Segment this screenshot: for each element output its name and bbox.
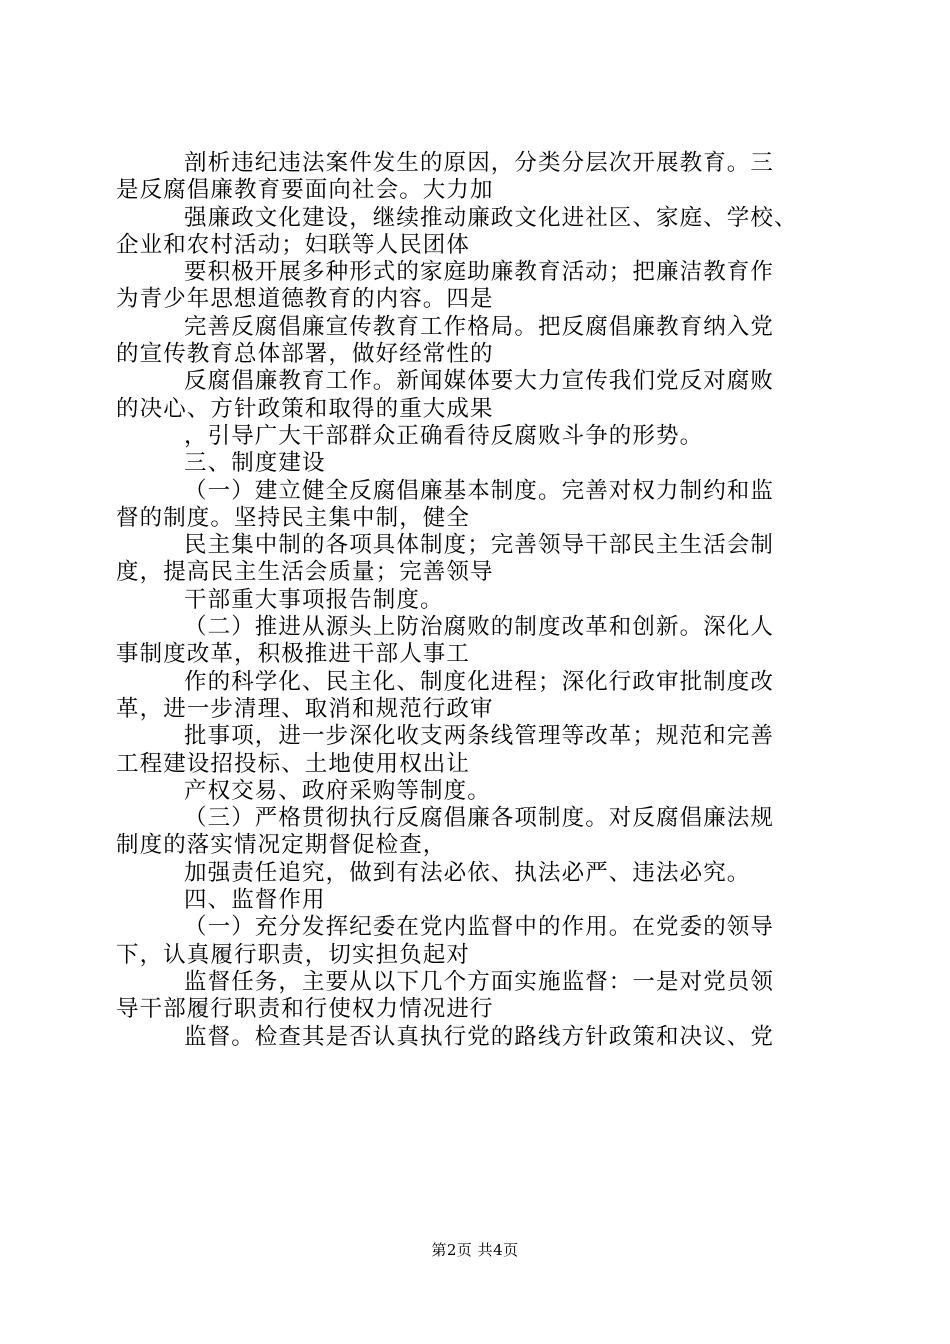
text-line: 要积极开展多种形式的家庭助廉教育活动；把廉洁教育作 bbox=[184, 259, 775, 286]
text-line: ，引导广大干部群众正确看待反腐败斗争的形势。 bbox=[184, 422, 704, 449]
text-line: 是反腐倡廉教育要面向社会。大力加 bbox=[116, 177, 494, 204]
text-line: 导干部履行职责和行使权力情况进行 bbox=[116, 996, 494, 1023]
text-line: （二）推进从源头上防治腐败的制度改革和创新。深化人 bbox=[184, 614, 775, 641]
text-line: 督的制度。坚持民主集中制，健全 bbox=[116, 504, 471, 531]
text-line: （一）充分发挥纪委在党内监督中的作用。在党委的领导 bbox=[184, 914, 775, 941]
text-line: 干部重大事项报告制度。 bbox=[184, 586, 444, 613]
text-line: 反腐倡廉教育工作。新闻媒体要大力宣传我们党反对腐败 bbox=[184, 368, 775, 395]
text-line: 民主集中制的各项具体制度；完善领导干部民主生活会制 bbox=[184, 532, 775, 559]
document-body bbox=[116, 150, 836, 1051]
page-footer bbox=[0, 1240, 950, 1260]
text-line: 监督任务，主要从以下几个方面实施监督：一是对党员领 bbox=[184, 968, 775, 995]
text-line: 完善反腐倡廉宣传教育工作格局。把反腐倡廉教育纳入党 bbox=[184, 313, 775, 340]
text-line: 度，提高民主生活会质量；完善领导 bbox=[116, 559, 494, 586]
text-line: 事制度改革，积极推进干部人事工 bbox=[116, 641, 471, 668]
text-line: 下，认真履行职责，切实担负起对 bbox=[116, 941, 471, 968]
text-line: 的决心、方针政策和取得的重大成果 bbox=[116, 395, 494, 422]
text-line: （一）建立健全反腐倡廉基本制度。完善对权力制约和监 bbox=[184, 477, 775, 504]
text-line: 工程建设招投标、土地使用权出让 bbox=[116, 750, 471, 777]
text-line: 产权交易、政府采购等制度。 bbox=[184, 777, 491, 804]
page-number: 第2页 共4页 bbox=[431, 1241, 519, 1259]
text-line: 批事项，进一步深化收支两条线管理等改革；规范和完善 bbox=[184, 723, 775, 750]
text-line: 监督。检查其是否认真执行党的路线方针政策和决议、党 bbox=[184, 1023, 775, 1050]
text-line: （三）严格贯彻执行反腐倡廉各项制度。对反腐倡廉法规 bbox=[184, 805, 775, 832]
text-line: 的宣传教育总体部署，做好经常性的 bbox=[116, 341, 494, 368]
text-line: 企业和农村活动；妇联等人民团体 bbox=[116, 231, 471, 258]
text-line: 作的科学化、民主化、制度化进程；深化行政审批制度改 bbox=[184, 668, 775, 695]
text-line: 剖析违纪违法案件发生的原因，分类分层次开展教育。三 bbox=[184, 150, 775, 176]
text-line: 加强责任追究，做到有法必依、执法必严、违法必究。 bbox=[184, 859, 751, 886]
text-line: 为青少年思想道德教育的内容。四是 bbox=[116, 286, 494, 313]
text-line: 三、制度建设 bbox=[184, 450, 326, 477]
text-line: 强廉政文化建设，继续推动廉政文化进社区、家庭、学校、 bbox=[184, 204, 798, 231]
text-line: 制度的落实情况定期督促检查， bbox=[116, 832, 447, 859]
text-line: 革，进一步清理、取消和规范行政审 bbox=[116, 695, 494, 722]
text-line: 四、监督作用 bbox=[184, 887, 326, 914]
